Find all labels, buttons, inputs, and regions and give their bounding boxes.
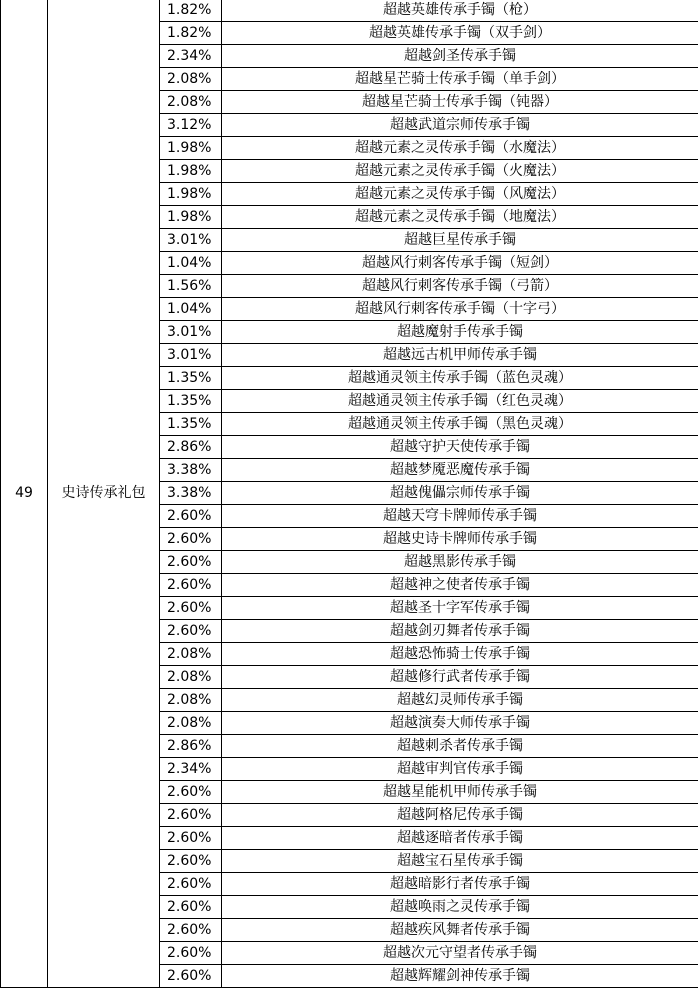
item-name-cell: 超越黑影传承手镯 [222,551,698,574]
item-name-cell: 超越逐暗者传承手镯 [222,827,698,850]
drop-rate-cell: 2.08% [160,643,222,666]
drop-rate-cell: 3.01% [160,321,222,344]
drop-rate-cell: 2.60% [160,528,222,551]
item-name-cell: 超越辉耀剑神传承手镯 [222,965,698,988]
item-name-cell: 超越修行武者传承手镯 [222,666,698,689]
item-name-cell: 超越梦魇恶魔传承手镯 [222,459,698,482]
drop-rate-cell: 2.60% [160,804,222,827]
item-name-cell: 超越元素之灵传承手镯（水魔法） [222,137,698,160]
item-name-cell: 超越星芒骑士传承手镯（单手剑） [222,68,698,91]
item-name-cell: 超越星芒骑士传承手镯（钝器） [222,91,698,114]
item-name-cell: 超越审判官传承手镯 [222,758,698,781]
item-name-cell: 超越幻灵师传承手镯 [222,689,698,712]
item-name-cell: 超越宝石星传承手镯 [222,850,698,873]
package-name-cell: 史诗传承礼包 [48,0,160,988]
drop-rate-cell: 2.60% [160,827,222,850]
drop-rate-cell: 1.35% [160,413,222,436]
item-name-cell: 超越魔射手传承手镯 [222,321,698,344]
drop-rate-cell: 2.60% [160,620,222,643]
drop-rate-cell: 1.04% [160,252,222,275]
item-name-cell: 超越守护天使传承手镯 [222,436,698,459]
item-name-cell: 超越暗影行者传承手镯 [222,873,698,896]
drop-rate-cell: 2.60% [160,873,222,896]
drop-rate-cell: 2.86% [160,735,222,758]
item-name-cell: 超越元素之灵传承手镯（风魔法） [222,183,698,206]
item-name-cell: 超越傀儡宗师传承手镯 [222,482,698,505]
drop-rate-cell: 1.98% [160,206,222,229]
drop-rate-cell: 2.08% [160,91,222,114]
drop-rate-cell: 3.38% [160,482,222,505]
item-name-cell: 超越通灵领主传承手镯（黑色灵魂） [222,413,698,436]
drop-rate-cell: 2.60% [160,597,222,620]
drop-rate-cell: 2.08% [160,68,222,91]
drop-rate-cell: 2.08% [160,666,222,689]
item-name-cell: 超越英雄传承手镯（双手剑） [222,22,698,45]
drop-rate-cell: 1.35% [160,390,222,413]
item-name-cell: 超越星能机甲师传承手镯 [222,781,698,804]
drop-rate-cell: 3.12% [160,114,222,137]
item-name-cell: 超越英雄传承手镯（枪） [222,0,698,22]
drop-rate-cell: 2.86% [160,436,222,459]
drop-rate-cell: 1.04% [160,298,222,321]
drop-rate-cell: 2.60% [160,942,222,965]
item-name-cell: 超越元素之灵传承手镯（火魔法） [222,160,698,183]
item-name-cell: 超越唤雨之灵传承手镯 [222,896,698,919]
item-name-cell: 超越天穹卡牌师传承手镯 [222,505,698,528]
item-name-cell: 超越阿格尼传承手镯 [222,804,698,827]
group-id-cell: 49 [1,0,48,988]
item-name-cell: 超越元素之灵传承手镯（地魔法） [222,206,698,229]
item-name-cell: 超越风行刺客传承手镯（弓箭） [222,275,698,298]
item-name-cell: 超越史诗卡牌师传承手镯 [222,528,698,551]
drop-rate-cell: 3.01% [160,344,222,367]
item-name-cell: 超越神之使者传承手镯 [222,574,698,597]
table-row [1,0,698,22]
item-name-cell: 超越巨星传承手镯 [222,229,698,252]
drop-rate-cell: 2.08% [160,689,222,712]
item-name-cell: 超越刺杀者传承手镯 [222,735,698,758]
drop-rate-cell: 2.60% [160,505,222,528]
drop-rate-cell: 2.60% [160,896,222,919]
item-name-cell: 超越通灵领主传承手镯（红色灵魂） [222,390,698,413]
item-name-cell: 超越疾风舞者传承手镯 [222,919,698,942]
item-name-cell: 超越风行刺客传承手镯（十字弓） [222,298,698,321]
item-name-cell: 超越次元守望者传承手镯 [222,942,698,965]
table-body [1,0,698,988]
drop-rate-cell: 1.35% [160,367,222,390]
drop-rate-cell: 1.98% [160,137,222,160]
item-name-cell: 超越剑刃舞者传承手镯 [222,620,698,643]
drop-rate-cell: 2.60% [160,965,222,988]
drop-rate-cell: 3.01% [160,229,222,252]
item-name-cell: 超越恐怖骑士传承手镯 [222,643,698,666]
item-name-cell: 超越演奏大师传承手镯 [222,712,698,735]
drop-rate-cell: 1.98% [160,183,222,206]
drop-rate-cell: 2.08% [160,712,222,735]
drop-rate-cell: 1.56% [160,275,222,298]
drop-rate-cell: 3.38% [160,459,222,482]
drop-rate-cell: 1.98% [160,160,222,183]
drop-rate-cell: 2.60% [160,551,222,574]
item-name-cell: 超越风行刺客传承手镯（短剑） [222,252,698,275]
item-name-cell: 超越圣十字军传承手镯 [222,597,698,620]
drop-rate-cell: 2.34% [160,758,222,781]
item-name-cell: 超越通灵领主传承手镯（蓝色灵魂） [222,367,698,390]
item-name-cell: 超越远古机甲师传承手镯 [222,344,698,367]
drop-rate-cell: 1.82% [160,0,222,22]
drop-rate-cell: 1.82% [160,22,222,45]
item-name-cell: 超越武道宗师传承手镯 [222,114,698,137]
drop-rate-cell: 2.34% [160,45,222,68]
item-name-cell: 超越剑圣传承手镯 [222,45,698,68]
drop-rate-cell: 2.60% [160,781,222,804]
drop-rate-cell: 2.60% [160,850,222,873]
drop-rate-cell: 2.60% [160,574,222,597]
drop-rate-cell: 2.60% [160,919,222,942]
